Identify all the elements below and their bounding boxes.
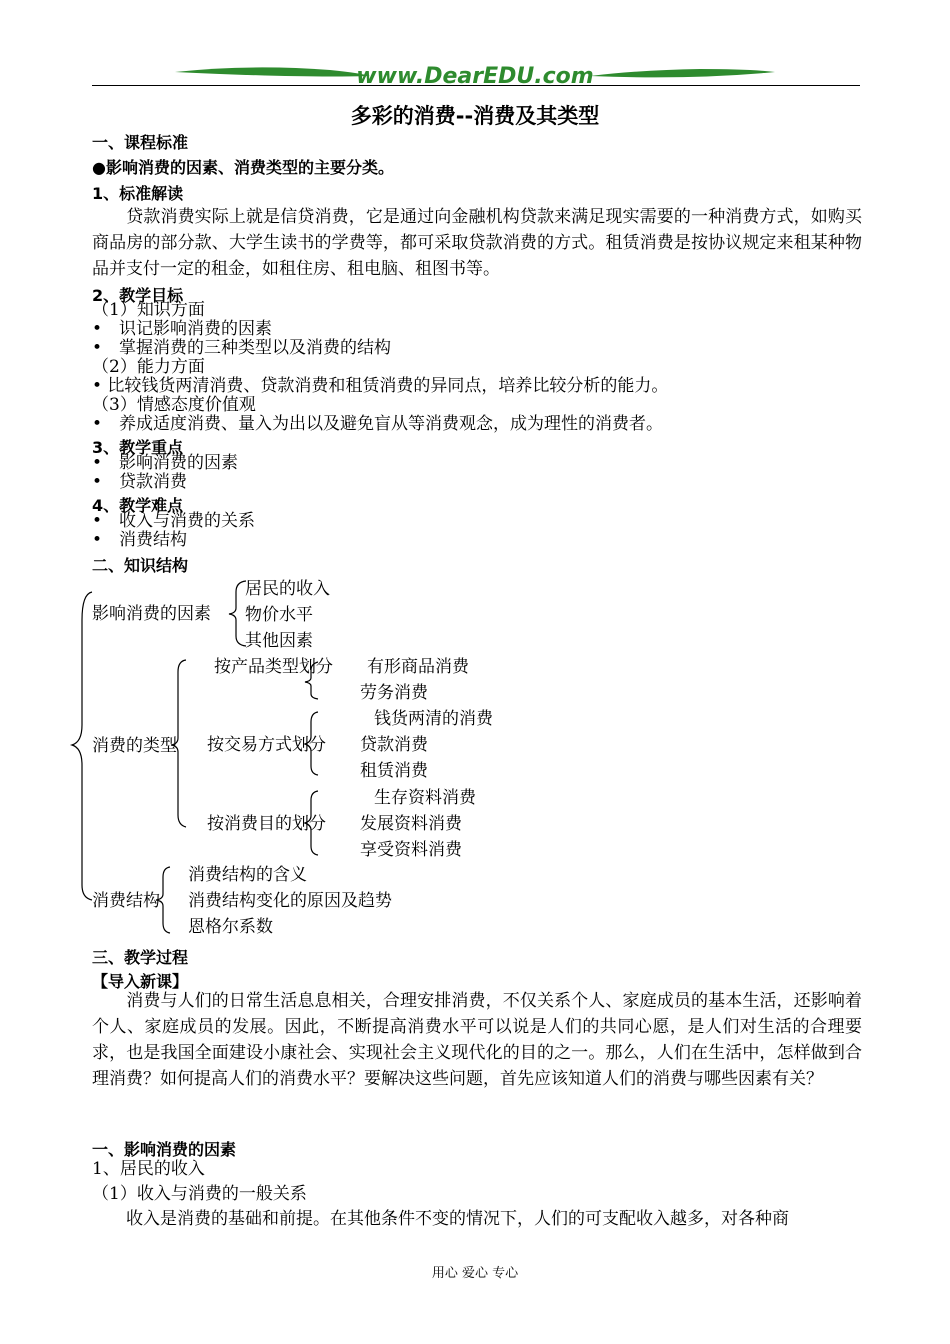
structure-item: 钱货两清的消费 bbox=[374, 709, 493, 729]
section-1-4-heading: 4、教学难点 bbox=[92, 496, 184, 515]
brace-factors bbox=[229, 581, 246, 646]
part-1-subheading: 1、居民的收入 bbox=[92, 1159, 205, 1179]
structure-item: 劳务消费 bbox=[360, 683, 428, 703]
section-3-heading: 三、教学过程 bbox=[92, 948, 189, 967]
attitude-label: （3）情感态度价值观 bbox=[92, 395, 256, 415]
structure-item: 生存资料消费 bbox=[374, 788, 476, 808]
list-item: • 识记影响消费的因素 bbox=[92, 319, 273, 339]
section-1-3-heading: 3、教学重点 bbox=[92, 438, 184, 457]
ability-label: （2）能力方面 bbox=[92, 357, 205, 377]
structure-item: 享受资料消费 bbox=[360, 840, 462, 860]
logo-text: www.DearEDU.com bbox=[356, 64, 594, 89]
structure-item: 租赁消费 bbox=[360, 761, 428, 781]
part-1-paragraph: 收入是消费的基础和前提。在其他条件不变的情况下，人们的可支配收入越多，对各种商 bbox=[92, 1209, 789, 1229]
brace-main bbox=[72, 592, 92, 900]
structure-item: 物价水平 bbox=[245, 605, 313, 625]
section-1-heading: 一、课程标准 bbox=[92, 133, 189, 152]
section-1-2-heading: 2、教学目标 bbox=[92, 286, 184, 305]
list-item: • 收入与消费的关系 bbox=[92, 511, 256, 531]
list-item: • 掌握消费的三种类型以及消费的结构 bbox=[92, 338, 392, 358]
structure-structure-label: 消费结构 bbox=[92, 891, 160, 911]
structure-item: 消费结构变化的原因及趋势 bbox=[188, 891, 392, 911]
structure-factors-label: 影响消费的因素 bbox=[92, 604, 211, 624]
section-2-heading: 二、知识结构 bbox=[92, 556, 189, 575]
structure-item: 其他因素 bbox=[245, 631, 313, 651]
list-item: • 消费结构 bbox=[92, 530, 188, 550]
structure-sub-label: 按产品类型划分 bbox=[214, 657, 333, 677]
knowledge-label: （1）知识方面 bbox=[92, 300, 205, 320]
structure-sub-label: 按消费目的划分 bbox=[207, 814, 326, 834]
list-item: • 养成适度消费、量入为出以及避免盲从等消费观念，成为理性的消费者。 bbox=[92, 414, 664, 434]
list-item: • 影响消费的因素 bbox=[92, 453, 239, 473]
intro-paragraph: 消费与人们的日常生活息息相关，合理安排消费，不仅关系个人、家庭成员的基本生活，还影响着个人、家庭成员的发展。因此，不断提高消费水平可以说是人们的共同心愿，是人们对生活的合理要求，也是我国全面建设小康社会、实现社会主义现代化的目的之一。那么，人们在生活中，怎样做到合理消费？如何提高人们的消费水平？要解决这些问题，首先应该知道人们的消费与哪些因素有关？ bbox=[92, 991, 862, 1089]
part-1-sub-subheading: （1）收入与消费的一般关系 bbox=[92, 1184, 307, 1204]
page-title: 多彩的消费--消费及其类型 bbox=[350, 104, 600, 128]
structure-types-label: 消费的类型 bbox=[92, 736, 177, 756]
structure-item: 贷款消费 bbox=[360, 735, 428, 755]
section-1-1-heading: 1、标准解读 bbox=[92, 184, 184, 203]
standard-point: ●影响消费的因素、消费类型的主要分类。 bbox=[92, 158, 394, 177]
page-footer: 用心 爱心 专心 bbox=[431, 1266, 519, 1281]
structure-item: 消费结构的含义 bbox=[188, 865, 307, 885]
structure-item: 发展资料消费 bbox=[360, 814, 462, 834]
intro-heading: 【导入新课】 bbox=[92, 972, 189, 991]
list-item: • 贷款消费 bbox=[92, 472, 188, 492]
standard-paragraph: 贷款消费实际上就是信贷消费，它是通过向金融机构贷款来满足现实需要的一种消费方式，如购买商品房的部分款、大学生读书的学费等，都可采取贷款消费的方式。租赁消费是按协议规定来租某种物品并支付一定的租金，如租住房、租电脑、租图书等。 bbox=[92, 207, 862, 279]
structure-sub-label: 按交易方式划分 bbox=[207, 735, 326, 755]
structure-item: 居民的收入 bbox=[245, 579, 330, 599]
structure-item: 恩格尔系数 bbox=[188, 917, 273, 937]
part-1-heading: 一、影响消费的因素 bbox=[92, 1140, 237, 1159]
structure-item: 有形商品消费 bbox=[367, 657, 469, 677]
list-item: • 比较钱货两清消费、贷款消费和租赁消费的异同点，培养比较分析的能力。 bbox=[92, 376, 669, 396]
